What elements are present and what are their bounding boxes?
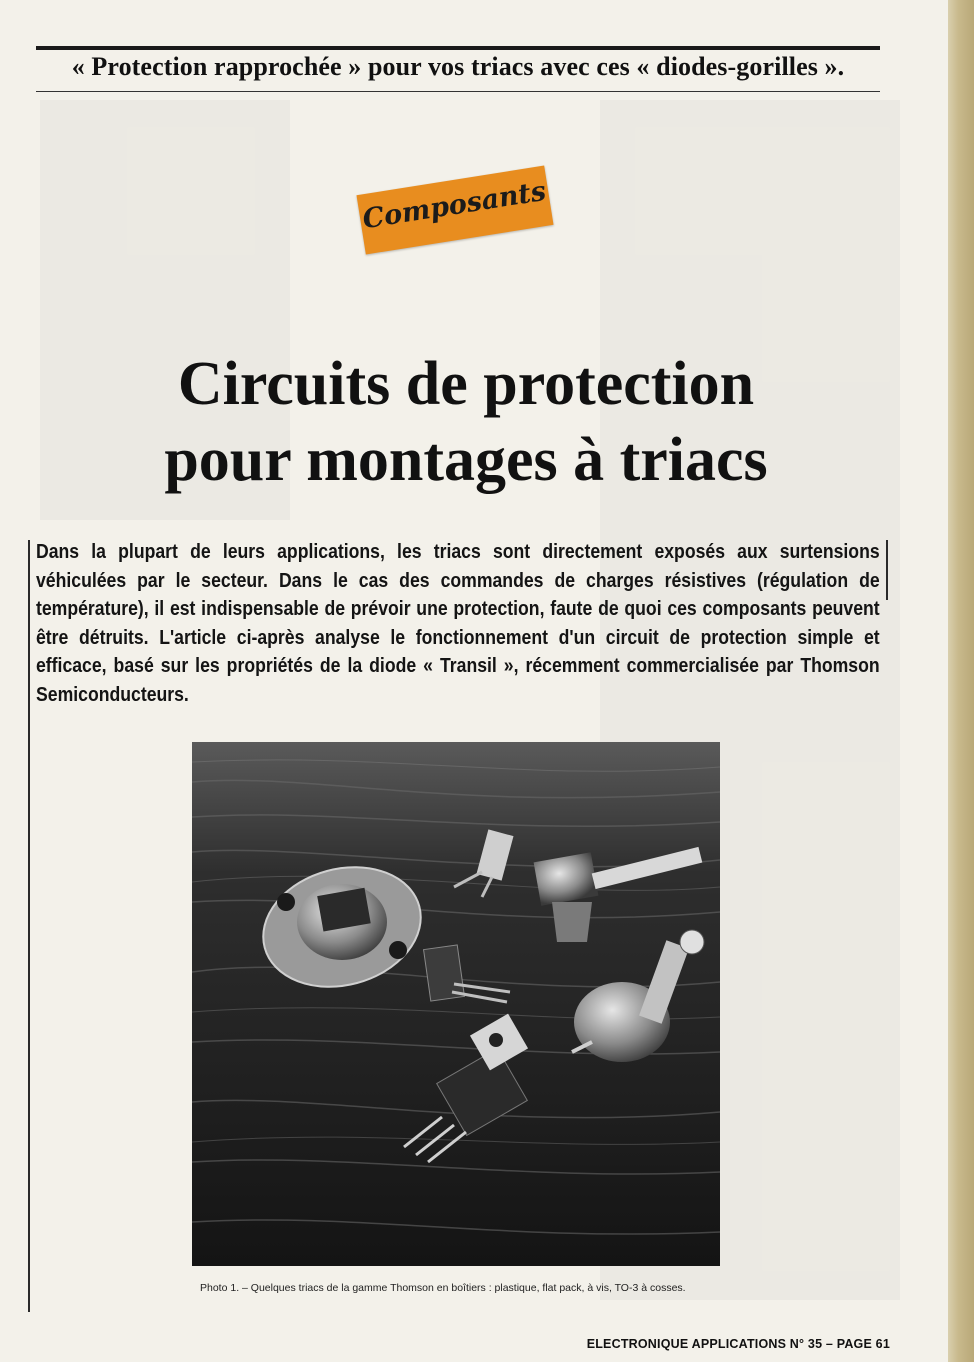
triac-photo (192, 742, 720, 1266)
page-headline: « Protection rapprochée » pour vos triacs avec ces « diodes-gorilles ». (71, 52, 845, 81)
left-margin-rule (28, 540, 30, 1312)
header-rule (36, 46, 880, 50)
section-tag (356, 166, 553, 255)
section-tag-label: Composants (360, 175, 549, 236)
photo-caption: Photo 1. – Quelques triacs de la gamme Thomson en boîtiers : plastique, flat pack, à vis, TO-3 à cosses. (200, 1282, 686, 1294)
article-title-line-2: pour montages à triacs (164, 426, 768, 494)
triac-photo-image (192, 742, 720, 1266)
article-title-line-1: Circuits de protection (177, 350, 755, 418)
article-lead-paragraph: Dans la plupart de leurs applications, les triacs sont directement exposés aux surtensions véhiculées par le secteur. Dans le cas des commandes de charges résistives (régulation de température), il est indispensable de prévoir une protection, faute de quoi ces composants peuvent être détruits. L'article ci-après analyse le fonctionnement d'un circuit de protection simple et efficace, basé sur les propriétés de la diode « Transil », récemment commercialisée par Thomson Semiconducteurs. (36, 540, 880, 706)
right-margin-rule (886, 540, 888, 600)
article-title (96, 346, 836, 498)
page-footer: ELECTRONIQUE APPLICATIONS N° 35 – PAGE 61 (586, 1337, 890, 1351)
binding-edge (948, 0, 974, 1362)
headline-underline (36, 91, 880, 92)
